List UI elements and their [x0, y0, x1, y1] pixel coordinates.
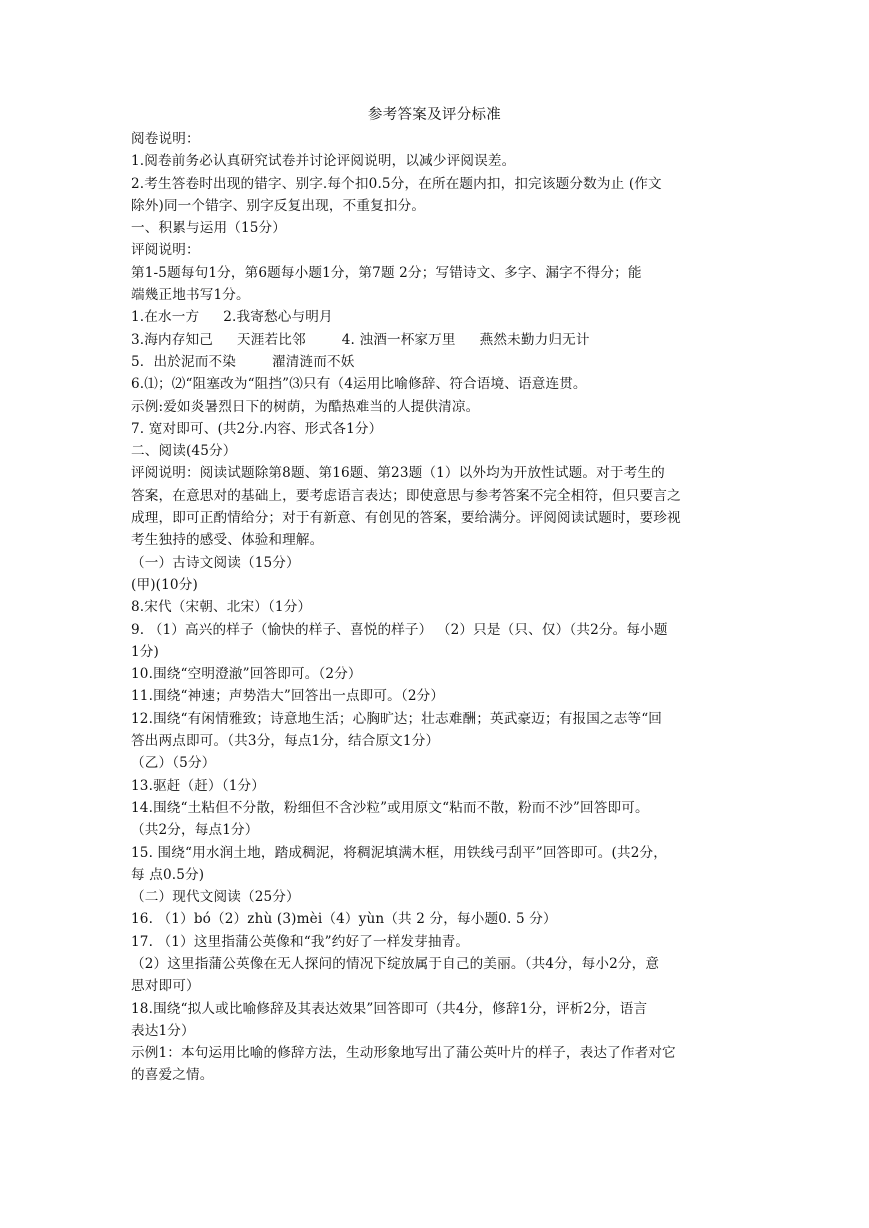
text-line: 11.围绕“神速；声势浩大”回答出一点即可。（2分） — [131, 688, 445, 705]
answer-4b: 燕然未勤力归无计 — [479, 331, 590, 348]
text-line: 评阅说明： — [131, 242, 200, 259]
text-line: 示例1：本句运用比喻的修辞方法，生动形象地写出了蒲公英叶片的样子，表达了作者对它 — [131, 1045, 676, 1062]
text-line: 18.围绕“拟人或比喻修辞及其表达效果”回答即可（共4分，修辞1分，评析2分，语言 — [131, 1000, 648, 1017]
answer-line — [131, 351, 741, 373]
text-line: 的喜爱之情。 — [131, 1067, 214, 1084]
text-line: 15. 围绕“用水润土地，踏成稠泥，将稠泥填满木框，用铁线弓刮平”回答即可。(共2分， — [131, 844, 668, 861]
answer-5a: 5．出於泥而不染 — [131, 353, 237, 370]
text-line: 考生独持的感受、体验和理解。 — [131, 532, 324, 549]
text-line: 表达1分） — [131, 1022, 195, 1039]
text-line: 12.围绕“有闲情雅致；诗意地生活；心胸旷达；壮志难酬；英武豪迈；有报国之志等“回 — [131, 710, 663, 727]
text-line: 示例:爱如炎暑烈日下的树荫，为酷热难当的人提供清凉。 — [131, 398, 480, 415]
text-line: 8.宋代（宋朝、北宋）（1分） — [131, 599, 312, 616]
text-line: 6.⑴；⑵“阻塞改为“阻挡”⑶只有（4运用比喻修辞、符合语境、语意连贯。 — [131, 376, 587, 393]
subsection-heading: （二）现代文阅读（25分） — [131, 889, 300, 906]
answer-line — [131, 329, 741, 351]
section-heading: 一、积累与运用（15分） — [131, 220, 287, 237]
answer-line — [131, 306, 741, 328]
text-line: 端幾正地书写1分。 — [131, 287, 250, 304]
page-title: 参考答案及评分标准 — [367, 107, 502, 123]
subsection-heading: （乙）（5分） — [131, 755, 216, 772]
text-line: 2.考生答卷时出现的错字、别字.每个扣0.5分，在所在题内扣，扣完该题分数为止 (作文 — [131, 175, 662, 192]
text-line: 答出两点即可。（共3分，每点1分，结合原文1分） — [131, 733, 440, 750]
answer-1: 1.在水一方 — [131, 309, 200, 326]
text-line: 14.围绕“土粘但不分散，粉细但不含沙粒”或用原文“粘而不散，粉而不沙”回答即可。 — [131, 799, 649, 816]
section-heading: 二、阅读(45分） — [131, 443, 237, 460]
text-line: 阅卷说明： — [131, 131, 200, 147]
subsection-heading: （一）古诗文阅读（15分） — [131, 554, 300, 571]
answer-5b: 濯清涟而不妖 — [272, 353, 355, 370]
text-line: 1分) — [131, 643, 159, 660]
text-line: （2）这里指蒲公英像在无人探问的情况下绽放属于自己的美丽。（共4分，每小2分，意 — [131, 955, 660, 972]
answer-4a: 4. 浊酒一杯家万里 — [341, 331, 456, 348]
text-line: 13.驱赶（赶）（1分） — [131, 777, 266, 794]
text-line: 成理，即可正酌情给分；对于有新意、有创见的答案，要给满分。评阅阅读试题时，要珍视 — [131, 510, 681, 527]
text-line: 9. （1）高兴的样子（愉快的样子、喜悦的样子） （2）只是（只、仅）（共2分。每小题 — [131, 621, 668, 638]
subsection-heading: (甲)(10分) — [131, 576, 198, 593]
text-line: 10.围绕“空明澄澈”回答即可。（2分） — [131, 666, 362, 683]
text-line: 思对即可） — [131, 978, 200, 995]
text-line: 评阅说明：阅读试题除第8题、第16题、第23题（1）以外均为开放性试题。对于考生的 — [131, 465, 665, 482]
text-line: 7. 宽对即可、(共2分.内容、形式各1分） — [131, 420, 383, 437]
text-line: 16. （1）bó（2）zhù (3)mèi（4）yùn（共 2 分，每小题0. 5 分） — [131, 911, 557, 928]
text-line: 1.阅卷前务必认真研究试卷并讨论评阅说明，以减少评阅误差。 — [131, 153, 516, 170]
text-line: 除外)同一个错字、别字反复出现，不重复扣分。 — [131, 197, 426, 214]
answer-2: 2.我寄愁心与明月 — [223, 309, 333, 326]
text-line: （共2分，每点1分） — [131, 822, 259, 839]
answer-3a: 3.海内存知己 — [131, 331, 213, 348]
text-line: 17. （1）这里指蒲公英像和“我”约好了一样发芽抽青。 — [131, 933, 470, 950]
text-line: 答案，在意思对的基础上，要考虑语言表达；即使意思与参考答案不完全相符，但只要言之 — [131, 487, 681, 504]
answer-3b: 天涯若比邻 — [237, 331, 306, 348]
text-line: 每 点0.5分) — [131, 866, 205, 883]
document-body — [131, 128, 741, 1087]
text-line: 第1-5题每句1分，第6题每小题1分，第7题 2分；写错诗文、多字、漏字不得分；能 — [131, 264, 642, 281]
